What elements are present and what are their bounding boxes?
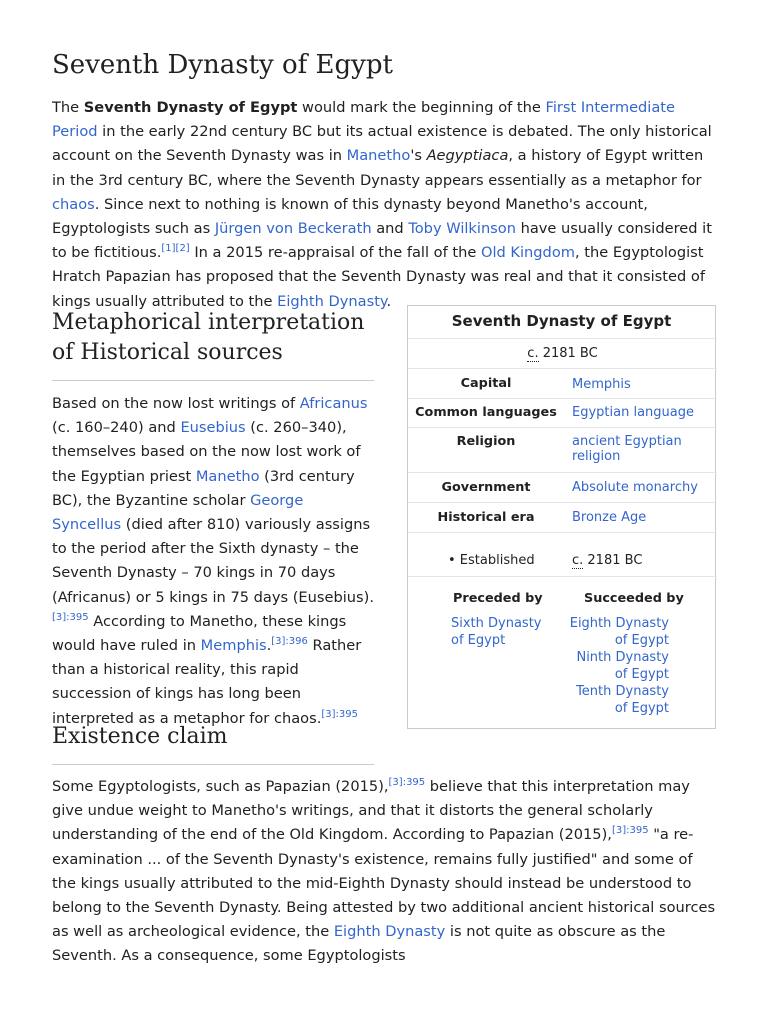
ref-3[interactable]: [3]:396	[271, 636, 308, 648]
infobox-value	[572, 553, 642, 568]
text: and	[371, 220, 409, 238]
page-title: Seventh Dynasty of Egypt	[52, 50, 393, 80]
infobox-row-government	[408, 472, 717, 503]
date-value: 2181 BC	[538, 346, 598, 361]
heading-divider	[52, 380, 374, 381]
infobox-label: Common languages	[415, 405, 557, 420]
text: . Since next to nothing is known of this dynasty beyond Manetho's account, Egyptologists such as	[52, 195, 648, 238]
text: in the early 22nd century BC but its actual existence is debated. The only historical account on the Seventh Dynasty was in	[52, 123, 712, 165]
section-heading-metaphorical: Metaphorical interpretation of Historical sources	[52, 310, 365, 365]
infobox-date	[408, 338, 717, 369]
infobox-label: Religion	[456, 434, 516, 449]
link-first-intermediate-period[interactable]: First Intermediate Period	[52, 99, 676, 141]
ref-3[interactable]: [3]:395	[321, 708, 358, 720]
link-eighth-dynasty[interactable]: Eighth Dynasty	[277, 292, 387, 310]
text: (c. 260–340), themselves based on the now lost work of the Egyptian priest	[52, 419, 361, 485]
link-line: of Egypt	[614, 700, 669, 716]
infobox	[407, 305, 716, 729]
link-manetho[interactable]: Manetho	[195, 467, 260, 485]
ref-2[interactable]: [2]	[175, 243, 190, 255]
ref-3[interactable]: [3]:395	[388, 777, 426, 788]
infobox-row-languages	[408, 398, 717, 428]
text: According to Manetho, these kings would have ruled in	[52, 612, 347, 655]
text: believe that this interpretation may give undue weight to Manetho's writings, and that it distorts the general scholarly understanding of the end of the Old Kingdom. According to Papazian (2015),	[52, 778, 690, 844]
ref-3[interactable]: [3]:395	[52, 611, 89, 623]
link-toby-wilkinson[interactable]: Toby Wilkinson	[408, 220, 516, 238]
text: 's	[410, 147, 427, 165]
text: In a 2015 re-appraisal of the fall of the	[189, 244, 481, 262]
bold-term: Seventh Dynasty of Egypt	[83, 99, 298, 116]
infobox-value-link[interactable]: Bronze Age	[572, 510, 647, 525]
succeeded-by-link[interactable]	[568, 684, 669, 717]
preceded-by-label: Preceded by	[453, 591, 543, 606]
succeeded-by-label: Succeeded by	[584, 591, 684, 606]
link-line: Eighth Dynasty	[569, 616, 669, 631]
infobox-succession	[408, 576, 717, 729]
text: , the Egyptologist Hratch Papazian has proposed that the Seventh Dynasty was real and that it consisted of kings usually attributed to the	[52, 244, 705, 310]
infobox-value-link[interactable]: ancient Egyptian religion	[572, 434, 682, 464]
infobox-row-era	[408, 502, 717, 533]
link-line: Sixth Dynasty	[451, 616, 542, 631]
circa-abbr: c.	[572, 553, 584, 568]
succeeded-by-link[interactable]	[568, 616, 669, 649]
section-heading-existence-claim: Existence claim	[52, 724, 228, 749]
text: Based on the now lost writings of	[52, 395, 300, 412]
link-line: of Egypt	[451, 632, 506, 648]
succeeded-by-link[interactable]	[568, 650, 669, 683]
link-memphis[interactable]: Memphis	[200, 637, 267, 655]
text: (died after 810) variously assigns to the period after the Sixth dynasty – the Seventh Dynasty – 70 kings in 70 days (Africanus) or 5 kings in 75 days (Eusebius).	[52, 516, 374, 606]
heading-divider	[52, 764, 374, 765]
text: .	[386, 292, 392, 310]
circa-abbr: c.	[527, 346, 539, 361]
link-line: Ninth Dynasty	[576, 650, 669, 665]
text: have usually considered it to be fictitious.	[52, 220, 712, 262]
text: would mark the beginning of the	[297, 99, 546, 116]
date-value: 2181 BC	[583, 553, 643, 568]
link-line: Tenth Dynasty	[576, 684, 669, 699]
infobox-row-established	[408, 532, 717, 577]
succeeded-by-list	[568, 616, 669, 717]
infobox-label: Historical era	[437, 510, 535, 525]
link-manetho[interactable]: Manetho	[346, 147, 411, 165]
intro-paragraph	[52, 96, 720, 314]
link-george-syncellus[interactable]: George Syncellus	[52, 491, 304, 534]
infobox-row-capital	[408, 368, 717, 399]
link-eighth-dynasty[interactable]: Eighth Dynasty	[333, 923, 446, 941]
infobox-label: Government	[441, 480, 531, 495]
link-chaos[interactable]: chaos	[52, 195, 95, 213]
text: Some Egyptologists, such as Papazian (2015),	[52, 778, 389, 795]
link-line: of Egypt	[614, 666, 669, 682]
link-line: of Egypt	[614, 632, 669, 648]
infobox-title: Seventh Dynasty of Egypt	[451, 312, 672, 330]
section-metaphorical-paragraph	[52, 392, 374, 731]
text: is not quite as obscure as the Seventh. As a consequence, some Egyptologists	[52, 923, 666, 965]
link-africanus[interactable]: Africanus	[299, 395, 368, 412]
infobox-row-religion	[408, 427, 717, 473]
infobox-label: Capital	[460, 376, 512, 391]
preceded-by-link[interactable]	[451, 616, 542, 649]
link-jurgen-von-beckerath[interactable]: Jürgen von Beckerath	[214, 220, 372, 238]
infobox-value-link[interactable]: Egyptian language	[572, 405, 694, 420]
text: , a history of Egypt written in the 3rd century BC, where the Seventh Dynasty appears essentially as a metaphor for	[52, 147, 704, 189]
infobox-value-link[interactable]: Absolute monarchy	[572, 480, 698, 495]
link-eusebius[interactable]: Eusebius	[180, 419, 246, 437]
section-existence-paragraph	[52, 775, 720, 969]
infobox-label: • Established	[448, 553, 535, 568]
ref-3[interactable]: [3]:395	[611, 825, 649, 837]
text: (3rd century BC), the Byzantine scholar	[52, 467, 355, 509]
text: .	[266, 637, 272, 655]
text: The	[52, 99, 84, 116]
ref-1[interactable]: [1]	[161, 243, 176, 255]
text: (c. 160–240) and	[52, 419, 181, 437]
infobox-value-link[interactable]: Memphis	[572, 377, 631, 392]
link-old-kingdom[interactable]: Old Kingdom	[480, 244, 575, 262]
text: Rather than a historical reality, this rapid succession of kings has long been interpreted as a metaphor for chaos.	[52, 637, 362, 727]
italic-title: Aegyptiaca	[426, 147, 509, 165]
text: "a re-examination ... of the Seventh Dynasty's existence, remains fully justified" and some of the kings usually attributed to the mid-Eighth Dynasty should instead be understood to belong to the Seventh Dynasty. Being attested by two additional ancient historical sources as well as archeological evidence, the	[52, 826, 716, 941]
